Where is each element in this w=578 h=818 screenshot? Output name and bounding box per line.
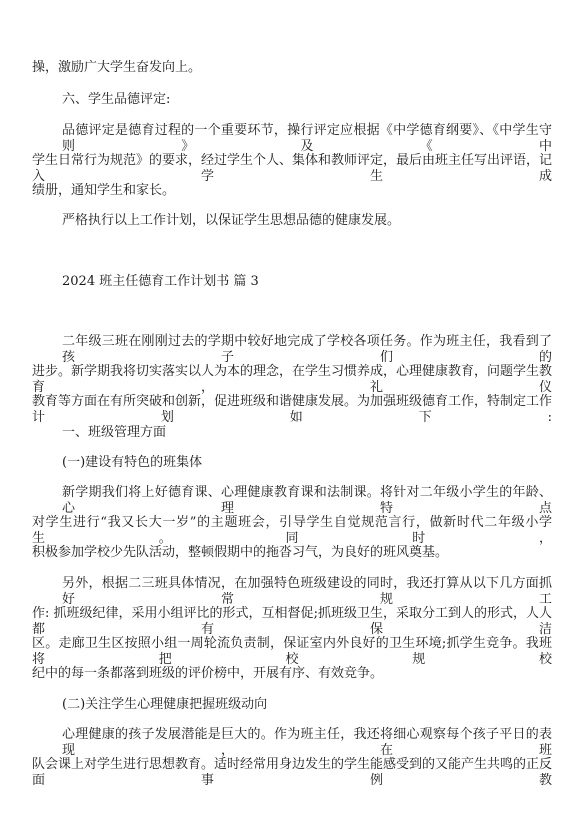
article-title: 2024 班主任德育工作计划书 篇 3: [62, 274, 259, 289]
paragraph-line: 纪中的每一条都落到班级的评价榜中，开展有序、有效竞争。: [32, 666, 384, 681]
paragraph-line: 学生日常行为规范》的要求，经过学生个人、集体和教师评定，最后由班主任写出评语，记入学生成: [32, 153, 553, 184]
paragraph-line: 严格执行以上工作计划，以保证学生思想品德的健康发展。: [62, 213, 401, 228]
paragraph-line: 绩册，通知学生和家长。: [32, 183, 176, 198]
paragraph-line: 进步。新学期我将切实落实以人为本的理念，在学生习惯养成，心理健康教育，问题学生教育，礼仪: [32, 364, 553, 395]
paragraph-line: 作: 抓班级纪律，采用小组评比的形式，互相督促;抓班级卫生，采取分工到人的形式，人人都有保洁: [32, 606, 552, 637]
paragraph-line: 积极参加学校少先队活动，整顿假期中的拖沓习气，为良好的班风奠基。: [32, 545, 449, 560]
section-heading: 六、学生品德评定:: [62, 92, 171, 107]
subsection-heading: (二)关注学生心理健康把握班级动向: [62, 697, 268, 712]
paragraph-line: 操，激励广大学生奋发向上。: [32, 60, 202, 75]
paragraph-line: 区。走廊卫生区按照小组一周轮流负责制，保证室内外良好的卫生环境;抓学生竞争。我班将把校规校: [32, 636, 552, 667]
section-heading: 一、班级管理方面: [62, 425, 167, 440]
paragraph-line: 心理健康的孩子发展潜能是巨大的。作为班主任，我还将细心观察每个孩子平日的表现，在班: [62, 727, 552, 758]
paragraph-line: 新学期我们将上好德育课、心理健康教育课和法制课。将针对二年级小学生的年龄、心理特点: [62, 485, 552, 516]
paragraph-line: 另外，根据二三班具体情况，在加强特色班级建设的同时，我还打算从以下几方面抓好常规工: [62, 576, 552, 607]
paragraph-line: 品德评定是德育过程的一个重要环节，操行评定应根据《中学德育纲要》、《中学生守则》及《中: [62, 123, 552, 154]
subsection-heading: (一)建设有特色的班集体: [62, 455, 203, 470]
paragraph-line: 对学生进行“我又长大一岁”的主题班会，引导学生自觉规范言行，做新时代二年级小学生。同时，: [32, 515, 552, 546]
paragraph-line: 二年级三班在刚刚过去的学期中较好地完成了学校各项任务。作为班主任，我看到了孩子们的: [62, 334, 552, 365]
paragraph-line: 队会课上对学生进行思想教育。适时经常用身边发生的学生能感受到的又能产生共鸣的正反面事例教: [32, 757, 553, 788]
paragraph-line: 教育等方面在有所突破和创新，促进班级和谐健康发展。为加强班级德育工作，特制定工作计划如下:: [32, 394, 553, 425]
